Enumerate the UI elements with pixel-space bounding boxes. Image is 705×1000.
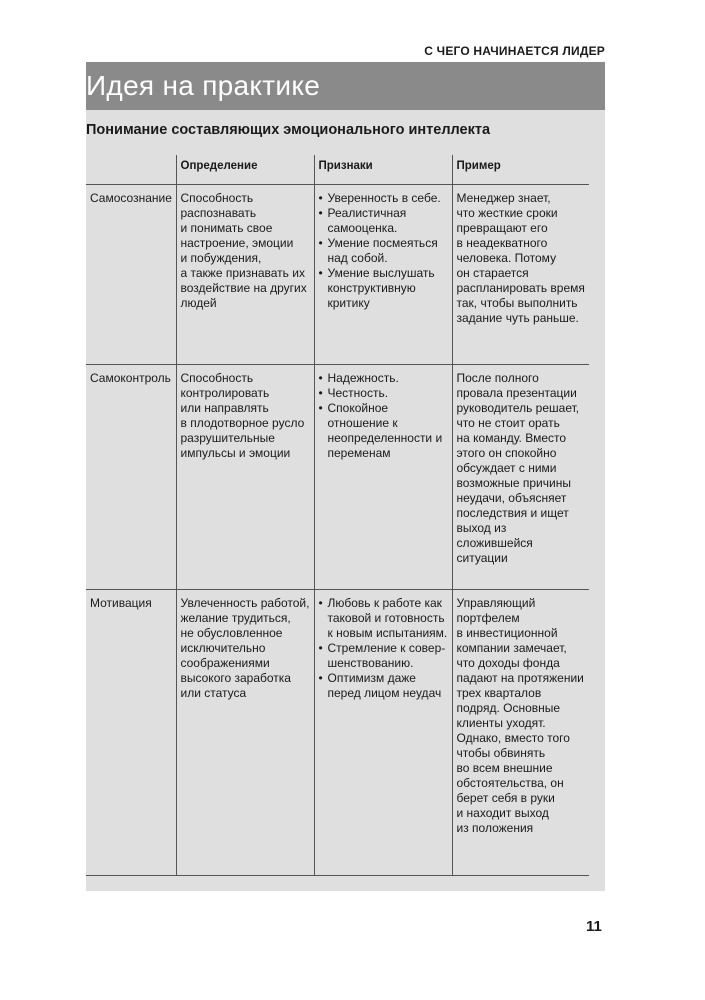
page-number: 11 [586, 918, 602, 935]
sidebar-panel [86, 62, 605, 891]
text-line: что доходы фонда [456, 656, 560, 670]
example-cell [452, 185, 589, 365]
text-line: неудачи, объясняет [456, 491, 567, 505]
definition-cell [176, 590, 314, 876]
text-line: исключительно [180, 641, 266, 655]
text-line: и понимать свое [180, 221, 273, 235]
list-item: • Оптимизм даже перед лицом неудач [319, 671, 448, 701]
signs-cell [314, 590, 452, 876]
text-line: желание трудиться, [180, 611, 291, 625]
text-line: Однако, вместо того [456, 731, 570, 745]
list-item: • Умение выслушать конструктивную критику [319, 266, 448, 311]
text-line: разрушительные [180, 431, 275, 445]
text-line: человека. Потому [456, 251, 557, 265]
text-line: из положения [456, 821, 534, 835]
list-item: • Умение посмеяться над собой. [319, 236, 448, 266]
table-row [86, 590, 589, 876]
list-item: • Спокойное отношение к неопределенности и переменам [319, 401, 448, 461]
signs-list [319, 596, 448, 701]
text-line: клиенты уходят. [456, 716, 546, 730]
text-line: этого он спокойно [456, 446, 557, 460]
text-line: он старается [456, 266, 529, 280]
row-name: Самоконтроль [86, 365, 176, 590]
text-line: Увлеченность работой, [180, 596, 310, 610]
column-header-signs: Признаки [314, 155, 452, 185]
text-line: обстоятельства, он [456, 776, 564, 790]
text-line: или направлять [180, 401, 269, 415]
text-line: в неадекватного [456, 236, 548, 250]
text-line: возможные причины [456, 476, 571, 490]
definition-cell [176, 365, 314, 590]
text-line: на команду. Вместо [456, 431, 567, 445]
text-line: выход из сложившейся [456, 521, 533, 550]
text-line: во всем внешние [456, 761, 553, 775]
signs-cell [314, 365, 452, 590]
text-line: провала презентации [456, 386, 577, 400]
table-title: Понимание составляющих эмоционального интеллекта [86, 122, 491, 138]
text-line: или статуса [180, 686, 247, 700]
text-line: превращают его [456, 221, 548, 235]
text-line: падают на протяжении [456, 671, 584, 685]
text-line: в инвестиционной [456, 626, 558, 640]
text-line: людей [180, 296, 217, 310]
text-line: компании замечает, [456, 641, 567, 655]
text-line: Способность [180, 191, 254, 205]
table-header-row [86, 155, 589, 185]
column-header-example: Пример [452, 155, 589, 185]
text-line: что не стоит орать [456, 416, 560, 430]
text-line: трех кварталов [456, 686, 542, 700]
text-line: портфелем [456, 611, 520, 625]
list-item: • Реалистичная самооценка. [319, 206, 448, 236]
text-line: После полного [456, 371, 539, 385]
text-line: задание чуть раньше. [456, 311, 579, 325]
text-line: обсуждает с ними [456, 461, 557, 475]
text-line: и находит выход [456, 806, 549, 820]
text-line: и побуждения, [180, 251, 262, 265]
text-line: не обусловленное [180, 626, 283, 640]
text-line: Менеджер знает, [456, 191, 551, 205]
text-line: ситуации [456, 551, 508, 565]
text-line: настроение, эмоции [180, 236, 294, 250]
example-cell [452, 590, 589, 876]
text-line: в плодотворное русло [180, 416, 305, 430]
section-title: Идея на практике [86, 70, 321, 101]
column-header-empty [86, 155, 176, 185]
ei-components-table [86, 155, 589, 876]
running-head: С ЧЕГО НАЧИНАЕТСЯ ЛИДЕР [424, 44, 605, 58]
text-line: а также признавать их [180, 266, 305, 280]
table-row [86, 365, 589, 590]
signs-cell [314, 185, 452, 365]
list-item: • Стремление к совер- шенствованию. [319, 641, 448, 671]
text-line: так, чтобы выполнить [456, 296, 578, 310]
text-line: руководитель решает, [456, 401, 580, 415]
signs-list [319, 191, 448, 311]
text-line: импульсы и эмоции [180, 446, 291, 460]
text-line: воздействие на других [180, 281, 307, 295]
column-header-definition: Определение [176, 155, 314, 185]
list-item: • Любовь к работе как таковой и готовность к новым испытаниям. [319, 596, 448, 641]
list-item: • Уверенность в себе. [319, 191, 448, 206]
text-line: подряд. Основные [456, 701, 561, 715]
signs-list [319, 371, 448, 461]
text-line: контролировать [180, 386, 270, 400]
text-line: что жесткие сроки [456, 206, 558, 220]
text-line: распланировать время [456, 281, 585, 295]
text-line: высокого заработка [180, 671, 291, 685]
table-row [86, 185, 589, 365]
text-line: последствия и ищет [456, 506, 569, 520]
text-line: Способность [180, 371, 254, 385]
text-line: Управляющий [456, 596, 536, 610]
definition-cell [176, 185, 314, 365]
text-line: распознавать [180, 206, 257, 220]
text-line: соображениями [180, 656, 270, 670]
text-line: берет себя в руки [456, 791, 555, 805]
list-item: • Честность. [319, 386, 448, 401]
row-name: Самосознание [86, 185, 176, 365]
row-name: Мотивация [86, 590, 176, 876]
text-line: чтобы обвинять [456, 746, 546, 760]
list-item: • Надежность. [319, 371, 448, 386]
example-cell [452, 365, 589, 590]
